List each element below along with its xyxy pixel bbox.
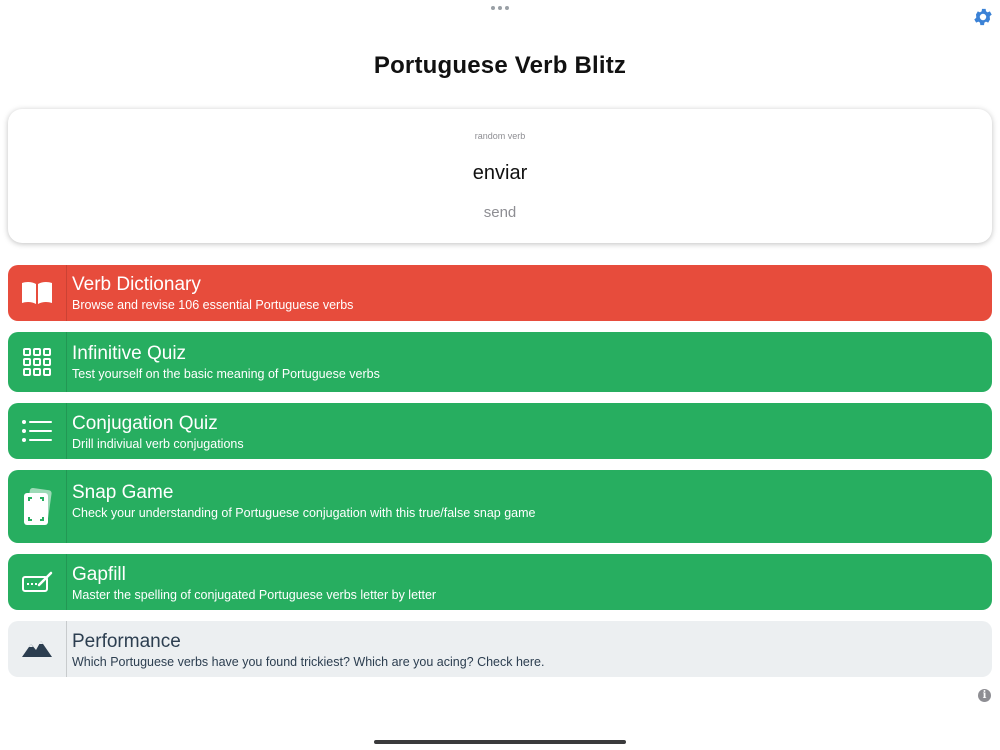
- random-verb-label: random verb: [474, 131, 526, 141]
- menu-subtitle: Check your understanding of Portuguese conjugation with this true/false snap game: [72, 506, 536, 520]
- menu-subtitle: Master the spelling of conjugated Portuguese verbs letter by letter: [72, 588, 437, 602]
- info-icon[interactable]: i: [978, 689, 991, 702]
- menu-item-verb-dictionary[interactable]: [8, 265, 992, 321]
- menu-title: Conjugation Quiz: [72, 413, 218, 434]
- page-title: Portuguese Verb Blitz: [373, 52, 627, 79]
- menu-title: Infinitive Quiz: [72, 343, 187, 364]
- menu-title: Gapfill: [72, 564, 126, 585]
- menu-item-infinitive-quiz[interactable]: [8, 332, 992, 392]
- menu-subtitle: Test yourself on the basic meaning of Portuguese verbs: [72, 367, 380, 381]
- menu-title: Snap Game: [72, 482, 174, 503]
- random-verb-meaning: send: [483, 204, 517, 221]
- menu-title: Verb Dictionary: [72, 274, 201, 295]
- menu-item-snap-game[interactable]: [8, 470, 992, 543]
- menu-title: Performance: [72, 631, 181, 652]
- menu-item-conjugation-quiz[interactable]: [8, 403, 992, 459]
- gear-icon[interactable]: [972, 6, 994, 28]
- menu-subtitle: Drill indiviual verb conjugations: [72, 437, 244, 451]
- random-verb-word: enviar: [472, 162, 528, 184]
- grid-icon: [8, 332, 67, 392]
- menu-item-gapfill[interactable]: [8, 554, 992, 610]
- menu-item-performance[interactable]: [8, 621, 992, 677]
- random-verb-card[interactable]: [8, 109, 992, 243]
- cards-icon: [8, 470, 67, 543]
- book-icon: [8, 265, 67, 321]
- list-icon: [8, 403, 67, 459]
- home-indicator[interactable]: [374, 740, 626, 744]
- menu-subtitle: Browse and revise 106 essential Portuguese verbs: [72, 298, 354, 312]
- menu-subtitle: Which Portuguese verbs have you found trickiest? Which are you acing? Check here.: [72, 655, 545, 669]
- keyboard-pen-icon: [8, 554, 67, 610]
- more-dots-icon[interactable]: [491, 6, 509, 10]
- mountains-icon: [8, 621, 67, 677]
